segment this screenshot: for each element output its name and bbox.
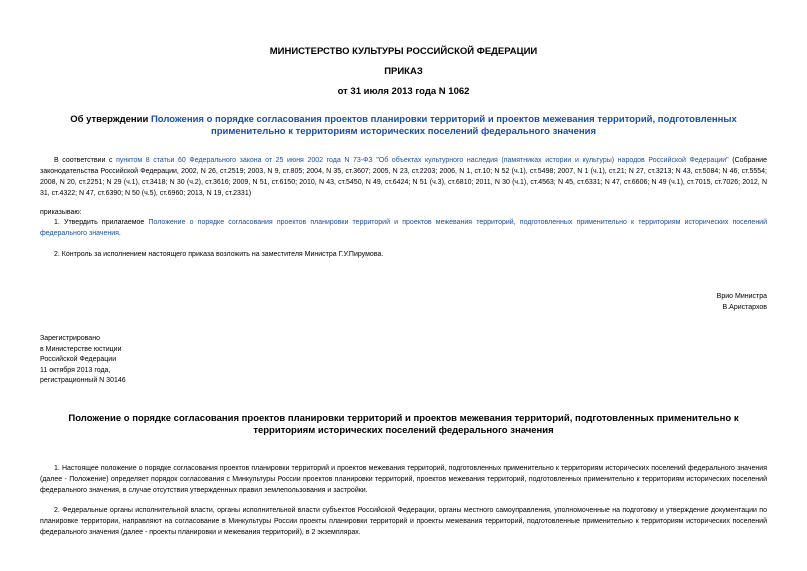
- order-item-2: [40, 249, 767, 260]
- regulation-item-1: [40, 463, 767, 496]
- reg-item2-text: 2. Федеральные органы исполнительной власти, органы исполнительной власти субъектов Российской Федерации, органы местного самоуправления, уполномоченные на подготовку и утверждение документации по планировке территории, направляют на согласование в Минкультуры России проекты планировки территорий и проекты межевания территорий, подготовленные применительно к территориям исторических поселений федерального значения (далее - проекты планировки и межевания территорий), в 2 экземплярах.: [40, 507, 767, 536]
- regulation-text-link[interactable]: Положение о порядке согласования проектов планировки территорий и проектов межевания территорий, подготовленных применительно к территориям исторических поселений федерального значения: [40, 219, 768, 237]
- doc-type-heading: ПРИКАЗ: [384, 66, 423, 77]
- signature-position: Врио Министра: [716, 293, 767, 300]
- order-item-1: [40, 217, 767, 239]
- preamble-start: В соответствии с: [54, 157, 117, 164]
- item2-text: 2. Контроль за исполнением настоящего приказа возложить на заместителя Министра Г.У.Пирумова.: [54, 251, 384, 258]
- signature-name: В.Аристархов: [722, 304, 767, 311]
- title-prefix: Об утверждении: [70, 114, 151, 125]
- regulation-link[interactable]: Положения о порядке согласования проектов планировки территорий и проектов межевания территорий, подготовленных применительно к территориям исторических поселений федерального значения: [150, 114, 737, 137]
- registration-line: 11 октября 2013 года,: [40, 366, 111, 374]
- item1-end: .: [118, 230, 121, 237]
- ministry-heading: МИНИСТЕРСТВО КУЛЬТУРЫ РОССИЙСКОЙ ФЕДЕРАЦИИ: [269, 46, 538, 57]
- registration-line: Зарегистрировано: [40, 335, 100, 342]
- doc-date-number: от 31 июля 2013 года N 1062: [337, 86, 470, 97]
- preamble-paragraph: [40, 155, 767, 199]
- item1-start: 1. Утвердить прилагаемое: [54, 219, 149, 226]
- registration-line: Российской Федерации: [40, 356, 117, 363]
- registration-line: в Министерстве юстиции: [40, 345, 122, 353]
- regulation-item-2: [40, 505, 767, 538]
- registration-block: [40, 334, 126, 387]
- law-link[interactable]: пунктом 8 статьи 60 Федерального закона от 25 июня 2002 года N 73-ФЗ "Об объектах культурного наследия (памятниках истории и культуры) народов Российской Федерации": [116, 157, 729, 164]
- signature-block: [717, 291, 767, 313]
- registration-line: регистрационный N 30146: [40, 377, 126, 384]
- regulation-title: Положение о порядке согласования проектов планировки территорий и проектов межевания территорий, подготовленных применительно к территориям исторических поселений федерального значения: [68, 413, 739, 436]
- order-title: [50, 114, 757, 138]
- preamble-rest: (Собрание законодательства Российской Федерации, 2002, N 26, ст.2519; 2003, N 9, ст.805; 2004, N 35, ст.3607; 2005, N 23, ст.2203; 2006, N 1, ст.10; N 52 (ч.1), ст.5498; 2007, N 1 (ч.1), ст.21; N 27, ст.3213; N 43, ст.5084; N 46, ст.5554; 2008, N 20, ст.2251; N 29 (ч.1), ст.3418; N 30 (ч.2), ст.3616; 2009, N 51, ст.6150; 2010, N 43, ст.5450, N 49, ст.6424; N 51 (ч.3), ст.6810; 2011, N 30 (ч.1), ст.4563; N 45, ст.6331; N 47, ст.6606; N 49 (ч.1), ст.7015, ст.7026; 2012, N 31, ст.4322; N 47, ст.6390; N 50 (ч.5), ст.6960; 2013, N 19, ст.2331): [40, 157, 767, 197]
- reg-item1-text: 1. Настоящее положение о порядке согласования проектов планировки территорий и проектов межевания территорий, подготовленных применительно к территориям исторических поселений федерального значения (далее - Положение) определяет порядок согласования с Минкультуры России проектов планировки территорий, проектов межевания территорий, подготовленных применительно к территориям исторических поселений федерального значения, в случае отсутствия утвержденных правил землепользования и застройки.: [40, 465, 767, 494]
- order-word: приказываю:: [40, 209, 82, 216]
